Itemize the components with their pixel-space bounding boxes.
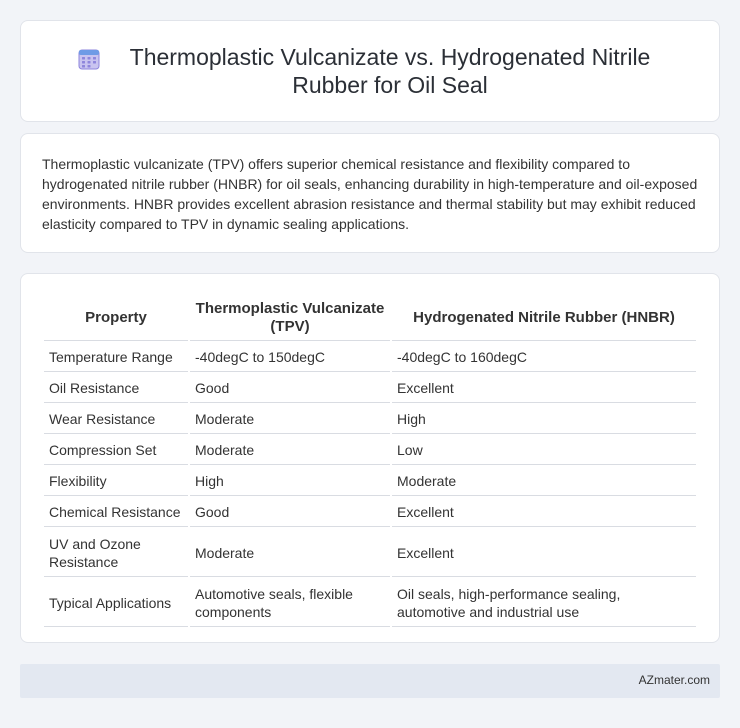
- cell-tpv: Good: [190, 374, 390, 403]
- cell-hnbr: Excellent: [392, 498, 696, 527]
- cell-hnbr: High: [392, 405, 696, 434]
- title-card: [20, 20, 720, 122]
- cell-property: Chemical Resistance: [44, 498, 188, 527]
- cell-property: Temperature Range: [44, 343, 188, 372]
- cell-hnbr: Oil seals, high-performance sealing, automotive and industrial use: [392, 579, 696, 627]
- table-row: [44, 374, 696, 403]
- cell-property: Oil Resistance: [44, 374, 188, 403]
- cell-tpv: Automotive seals, flexible components: [190, 579, 390, 627]
- header-hnbr: Hydrogenated Nitrile Rubber (HNBR): [392, 296, 696, 341]
- cell-tpv: Good: [190, 498, 390, 527]
- table-header-row: [44, 296, 696, 341]
- table-row: [44, 579, 696, 627]
- cell-property: Compression Set: [44, 436, 188, 465]
- cell-property: UV and Ozone Resistance: [44, 529, 188, 577]
- footer-bar: [20, 664, 720, 698]
- comparison-table: [42, 294, 698, 629]
- summary-text: Thermoplastic vulcanizate (TPV) offers superior chemical resistance and flexibility compared to hydrogenated nitrile rubber (HNBR) for oil seals, enhancing durability in high-temperature and oil-exposed environments. HNBR provides excellent abrasion resistance and thermal stability but may exhibit reduced elasticity compared to TPV in dynamic sealing applications.: [42, 156, 698, 232]
- table-row: [44, 498, 696, 527]
- cell-hnbr: Excellent: [392, 374, 696, 403]
- comparison-table-card: [20, 273, 720, 643]
- cell-hnbr: Moderate: [392, 467, 696, 496]
- header-tpv: Thermoplastic Vulcanizate (TPV): [190, 296, 390, 341]
- table-row: [44, 436, 696, 465]
- cell-hnbr: -40degC to 160degC: [392, 343, 696, 372]
- cell-hnbr: Low: [392, 436, 696, 465]
- table-row: [44, 529, 696, 577]
- table-row: [44, 343, 696, 372]
- cell-tpv: -40degC to 150degC: [190, 343, 390, 372]
- cell-tpv: Moderate: [190, 436, 390, 465]
- page-title: Thermoplastic Vulcanizate vs. Hydrogenated Nitrile Rubber for Oil Seal: [129, 44, 651, 98]
- cell-property: Wear Resistance: [44, 405, 188, 434]
- header-property: Property: [44, 296, 188, 341]
- cell-property: Typical Applications: [44, 579, 188, 627]
- cell-tpv: Moderate: [190, 405, 390, 434]
- cell-property: Flexibility: [44, 467, 188, 496]
- table-row: [44, 467, 696, 496]
- footer-site-link[interactable]: AZmater.com: [638, 673, 710, 687]
- cell-tpv: High: [190, 467, 390, 496]
- cell-hnbr: Excellent: [392, 529, 696, 577]
- table-row: [44, 405, 696, 434]
- summary-card: [20, 133, 720, 253]
- cell-tpv: Moderate: [190, 529, 390, 577]
